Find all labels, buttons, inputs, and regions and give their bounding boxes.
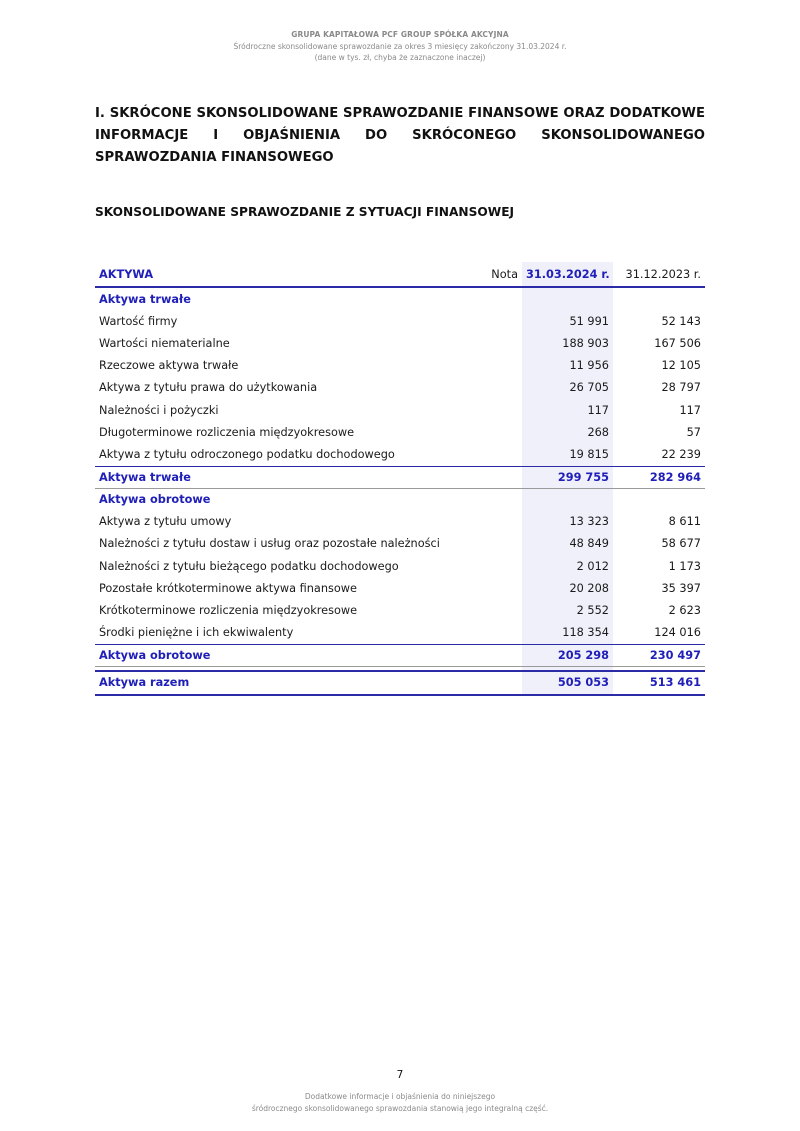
row-label: Środki pieniężne i ich ekwiwalenty — [99, 626, 294, 640]
row-value-current: 117 — [522, 399, 613, 421]
row-value-current: 505 053 — [522, 671, 613, 695]
row-value-previous: 124 016 — [654, 626, 701, 640]
row-label: Pozostałe krótkoterminowe aktywa finansowe — [99, 581, 357, 595]
row-note — [477, 310, 522, 332]
subtotal-row-non-current-assets — [95, 466, 705, 488]
row-note — [477, 466, 522, 488]
table-row — [95, 599, 705, 621]
row-note — [477, 577, 522, 599]
group-header-non-current-assets: Aktywa trwałe — [99, 292, 191, 306]
row-note — [477, 671, 522, 695]
row-value-previous: 58 677 — [661, 537, 701, 551]
column-header-previous-period: 31.12.2023 r. — [613, 262, 705, 287]
row-label: Długoterminowe rozliczenia międzyokresowe — [99, 425, 355, 439]
row-note — [477, 555, 522, 577]
row-value-previous: 52 143 — [661, 314, 701, 328]
row-note — [477, 443, 522, 466]
row-note — [477, 421, 522, 443]
report-company-header: GRUPA KAPITAŁOWA PCF GROUP SPÓŁKA AKCYJNA — [291, 30, 509, 39]
row-note — [477, 622, 522, 645]
row-value-previous: 22 239 — [661, 447, 701, 461]
report-units-note: (dane w tys. zł, chyba że zaznaczone inaczej) — [314, 53, 486, 62]
row-value-previous: 2 623 — [668, 604, 701, 618]
group-header-current-assets: Aktywa obrotowe — [99, 493, 211, 507]
table-row — [95, 511, 705, 533]
footer-note-line-1: Dodatkowe informacje i objaśnienia do niniejszego — [304, 1092, 496, 1101]
table-row — [95, 421, 705, 443]
row-value-previous: 8 611 — [668, 515, 701, 529]
row-value-current: 2 552 — [522, 599, 613, 621]
row-note — [477, 399, 522, 421]
row-note — [477, 644, 522, 666]
report-period-header: Śródroczne skonsolidowane sprawozdanie za okres 3 miesięcy zakończony 31.03.2024 r. — [233, 42, 567, 51]
row-label: Wartości niematerialne — [99, 336, 230, 350]
footer-note-line-2: śródrocznego skonsolidowanego sprawozdania stanowią jego integralną część. — [251, 1104, 549, 1113]
row-value-current: 299 755 — [522, 466, 613, 488]
table-header-row — [95, 262, 705, 287]
row-label: Aktywa z tytułu umowy — [99, 515, 232, 529]
row-value-current: 205 298 — [522, 644, 613, 666]
row-value-current: 13 323 — [522, 511, 613, 533]
row-value-current: 188 903 — [522, 332, 613, 354]
subtotal-row-current-assets — [95, 644, 705, 666]
row-value-current: 2 012 — [522, 555, 613, 577]
row-label: Należności i pożyczki — [99, 403, 219, 417]
row-note — [477, 511, 522, 533]
table-row — [95, 377, 705, 399]
row-label: Należności z tytułu dostaw i usług oraz pozostałe należności — [99, 537, 440, 551]
table-row — [95, 577, 705, 599]
row-label: Aktywa trwałe — [95, 466, 477, 488]
row-label: Rzeczowe aktywa trwałe — [99, 359, 239, 373]
page-number: 7 — [396, 1069, 404, 1081]
row-value-current: 48 849 — [522, 533, 613, 555]
financial-position-table — [95, 262, 705, 696]
section-title: I. SKRÓCONE SKONSOLIDOWANE SPRAWOZDANIE FINANSOWE ORAZ DODATKOWE INFORMACJE I OBJAŚNIENIA DO SKRÓCONEGO SKONSOLIDOWANEGO SPRAWOZDANIA FINANSOWEGO — [95, 106, 705, 165]
total-row-assets — [95, 671, 705, 695]
table-row — [95, 332, 705, 354]
row-value-previous: 230 497 — [613, 644, 705, 666]
row-label: Należności z tytułu bieżącego podatku dochodowego — [99, 559, 399, 573]
group-header-row — [95, 488, 705, 511]
row-note — [477, 355, 522, 377]
row-value-current: 20 208 — [522, 577, 613, 599]
table-row — [95, 310, 705, 332]
row-value-previous: 167 506 — [654, 336, 701, 350]
row-value-previous: 1 173 — [668, 559, 701, 573]
row-note — [477, 599, 522, 621]
row-value-current: 268 — [522, 421, 613, 443]
row-note — [477, 377, 522, 399]
row-label: Aktywa obrotowe — [95, 644, 477, 666]
column-header-current-period: 31.03.2024 r. — [522, 262, 613, 287]
group-header-row — [95, 287, 705, 310]
table-row — [95, 443, 705, 466]
row-value-current: 11 956 — [522, 355, 613, 377]
row-note — [477, 332, 522, 354]
row-value-current: 51 991 — [522, 310, 613, 332]
row-value-previous: 35 397 — [661, 581, 701, 595]
row-value-previous: 12 105 — [661, 359, 701, 373]
row-value-current: 118 354 — [522, 622, 613, 645]
table-row — [95, 555, 705, 577]
row-value-previous: 513 461 — [613, 671, 705, 695]
table-row — [95, 622, 705, 645]
row-label: Krótkoterminowe rozliczenia międzyokresowe — [99, 604, 358, 618]
row-value-current: 19 815 — [522, 443, 613, 466]
row-label: Aktywa z tytułu prawa do użytkowania — [99, 381, 318, 395]
statement-title: SKONSOLIDOWANE SPRAWOZDANIE Z SYTUACJI FINANSOWEJ — [95, 205, 515, 219]
table-row — [95, 533, 705, 555]
row-label: Aktywa z tytułu odroczonego podatku dochodowego — [99, 447, 395, 461]
row-note — [477, 533, 522, 555]
row-value-current: 26 705 — [522, 377, 613, 399]
row-value-previous: 282 964 — [613, 466, 705, 488]
row-value-previous: 57 — [686, 425, 701, 439]
column-header-assets: AKTYWA — [95, 262, 477, 287]
row-label: Aktywa razem — [95, 671, 477, 695]
column-header-note: Nota — [477, 262, 522, 287]
row-value-previous: 28 797 — [661, 381, 701, 395]
table-row — [95, 399, 705, 421]
row-value-previous: 117 — [679, 403, 701, 417]
table-row — [95, 355, 705, 377]
row-label: Wartość firmy — [99, 314, 178, 328]
